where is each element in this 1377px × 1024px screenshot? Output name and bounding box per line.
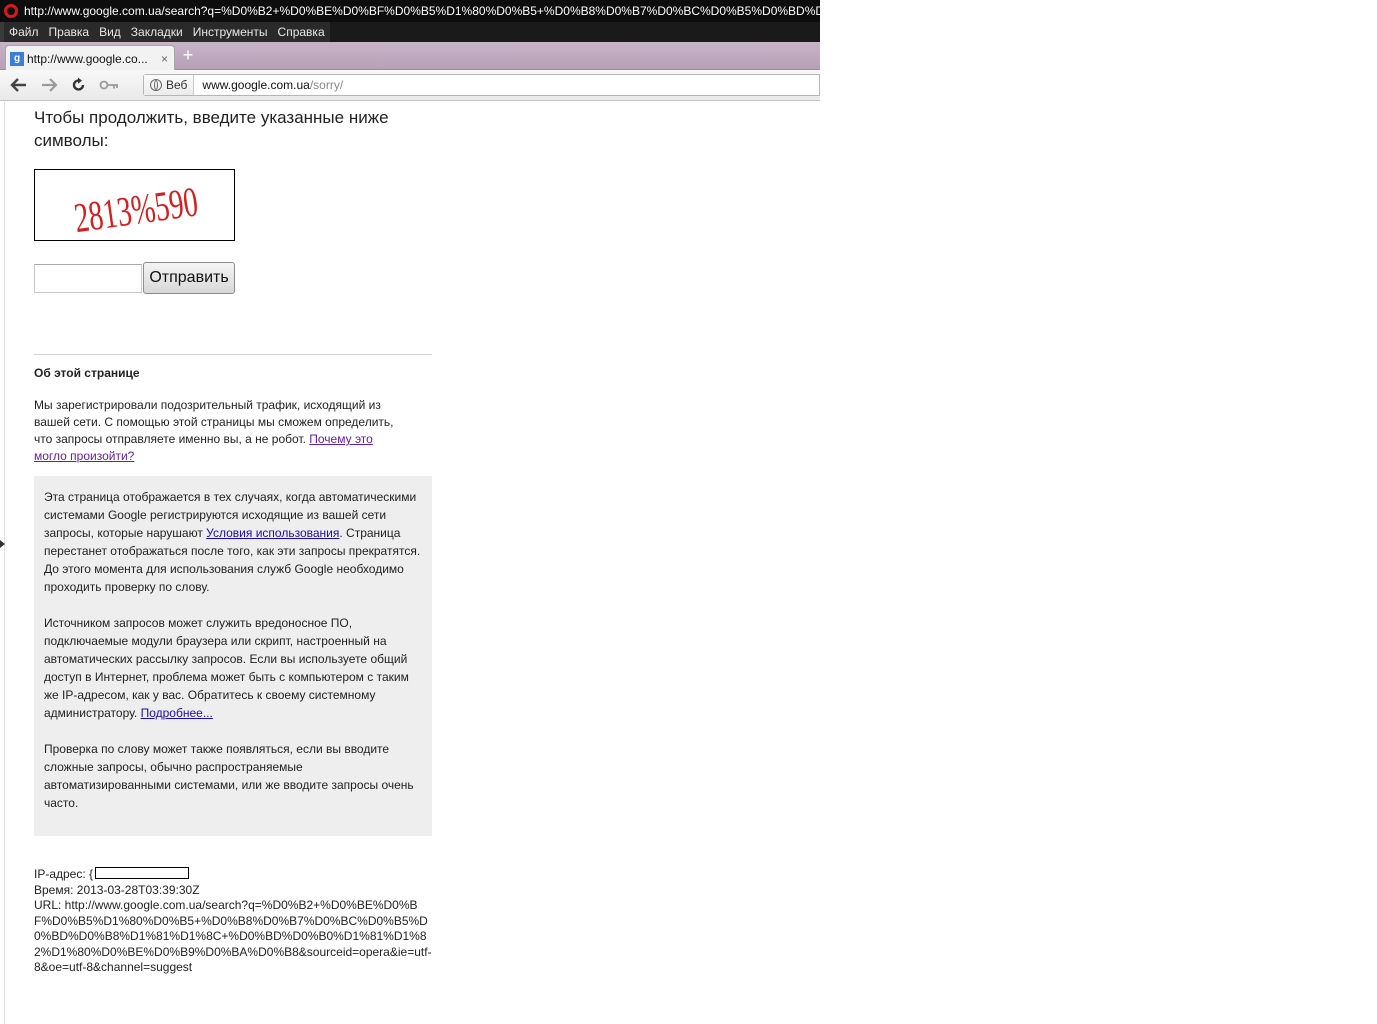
info-box bbox=[34, 476, 432, 836]
why-link[interactable]: Почему это могло произойти? bbox=[34, 432, 373, 463]
google-favicon-icon: g bbox=[10, 52, 24, 66]
navigation-toolbar bbox=[0, 70, 820, 101]
url-line: URL: http://www.google.com.ua/search?q=%D0%B2+%D0%BE%D0%BF%D0%B5%D1%80%D0%B5+%D0%B8%D0%B7%D0%BC%D0%B5%D0%BD%D0%B8%D1%81%D1%8C+%D0%BD%D0%B0%D1%81%D1%82%D1%80%D0%BE%D0%B9%D0%BA%D0%B8&sourceid=opera&ie=utf-8&oe=utf-8&channel=suggest bbox=[34, 898, 432, 974]
menu-bar bbox=[0, 22, 820, 42]
more-info-link[interactable]: Подробнее... bbox=[140, 706, 213, 720]
back-icon[interactable] bbox=[8, 74, 30, 96]
request-details bbox=[34, 867, 434, 976]
ip-line bbox=[34, 867, 434, 883]
menu-view[interactable]: Вид bbox=[94, 22, 126, 42]
key-icon[interactable] bbox=[98, 74, 120, 96]
info-paragraph-2 bbox=[44, 614, 422, 722]
web-badge-label: Веб bbox=[166, 78, 188, 92]
page-heading: Чтобы продолжить, введите указанные ниже символы: bbox=[34, 108, 389, 150]
ip-prefix: { bbox=[89, 867, 94, 881]
terms-link[interactable]: Условия использования bbox=[206, 526, 340, 540]
menu-edit[interactable]: Правка bbox=[44, 22, 95, 42]
ip-label: IP-адрес: bbox=[34, 867, 86, 881]
menu-help[interactable]: Справка bbox=[273, 22, 330, 42]
opera-logo-icon[interactable] bbox=[4, 4, 18, 18]
page-content bbox=[0, 102, 820, 1024]
divider bbox=[34, 354, 432, 355]
tab-title: http://www.google.co... bbox=[27, 51, 148, 66]
side-panel-arrow-icon[interactable] bbox=[0, 540, 5, 548]
tab-bar bbox=[0, 42, 820, 70]
window-titlebar bbox=[0, 0, 1377, 22]
info-p1-rest: . Страница перестанет отображаться после того, как эти запросы прекратятся. До этого момента для использования служб Google необходимо проходить проверку по слову. bbox=[44, 526, 421, 594]
globe-icon bbox=[150, 79, 162, 91]
about-title: Об этой странице bbox=[34, 366, 140, 380]
left-border bbox=[4, 102, 5, 1024]
info-paragraph-3: Проверка по слову может также появляться, если вы вводите сложные запросы, обычно распространяемые автоматизированными системами, или же вводите запросы очень часто. bbox=[44, 742, 414, 810]
address-path: /sorry/ bbox=[309, 78, 344, 92]
menu-file[interactable]: Файл bbox=[4, 22, 44, 42]
captcha-image bbox=[34, 169, 235, 241]
ip-redacted bbox=[95, 867, 189, 879]
captcha-input[interactable] bbox=[34, 264, 142, 293]
about-body: Мы зарегистрировали подозрительный трафик, исходящий из вашей сети. С помощью этой страницы мы сможем определить, что запросы отправляете именно вы, а не робот. bbox=[34, 398, 394, 446]
info-p1-text: Эта страница отображается в тех случаях, когда автоматическими системами Google регистрируются исходящие из вашей сети запросы, которые нарушают bbox=[44, 490, 417, 540]
new-tab-icon[interactable]: + bbox=[182, 45, 194, 65]
menu-tools[interactable]: Инструменты bbox=[188, 22, 273, 42]
web-badge[interactable] bbox=[144, 75, 194, 95]
reload-icon[interactable] bbox=[68, 74, 90, 96]
forward-icon[interactable] bbox=[38, 74, 60, 96]
menu-strip bbox=[0, 22, 330, 42]
captcha-text: 2813%590 bbox=[71, 173, 236, 242]
time-line: Время: 2013-03-28T03:39:30Z bbox=[34, 882, 200, 897]
tab-google[interactable] bbox=[5, 45, 175, 71]
submit-button[interactable]: Отправить bbox=[143, 262, 235, 294]
about-text bbox=[34, 397, 402, 465]
window-title: http://www.google.com.ua/search?q=%D0%B2+%D0%BE%D0%BF%D0%B5%D1%80%D0%B5+%D0%B8%D0%B7%D0%BC%D0%B5%D0%BD%D0%B8%D1%81%D1%8C+%D0%BD%D0%B0%D1%81%D1%82%D1%80%D0%BE%D0%B9%D0%BA bbox=[24, 4, 1377, 18]
info-paragraph-1 bbox=[44, 488, 422, 596]
tab-close-icon[interactable]: × bbox=[160, 51, 168, 66]
menu-bookmarks[interactable]: Закладки bbox=[126, 22, 188, 42]
address-url[interactable] bbox=[194, 78, 343, 92]
address-bar[interactable] bbox=[143, 74, 820, 96]
address-host: www.google.com.ua bbox=[202, 78, 310, 92]
info-p2-text: Источником запросов может служить вредоносное ПО, подключаемые модули браузера или скрипт, настроенный на автоматических рассылку запросов. Если вы используете общий доступ в Интернет, проблема может быть с компьютером с таким же IP-адресом, как у вас. Обратитесь к своему системному администратору. bbox=[44, 616, 409, 720]
